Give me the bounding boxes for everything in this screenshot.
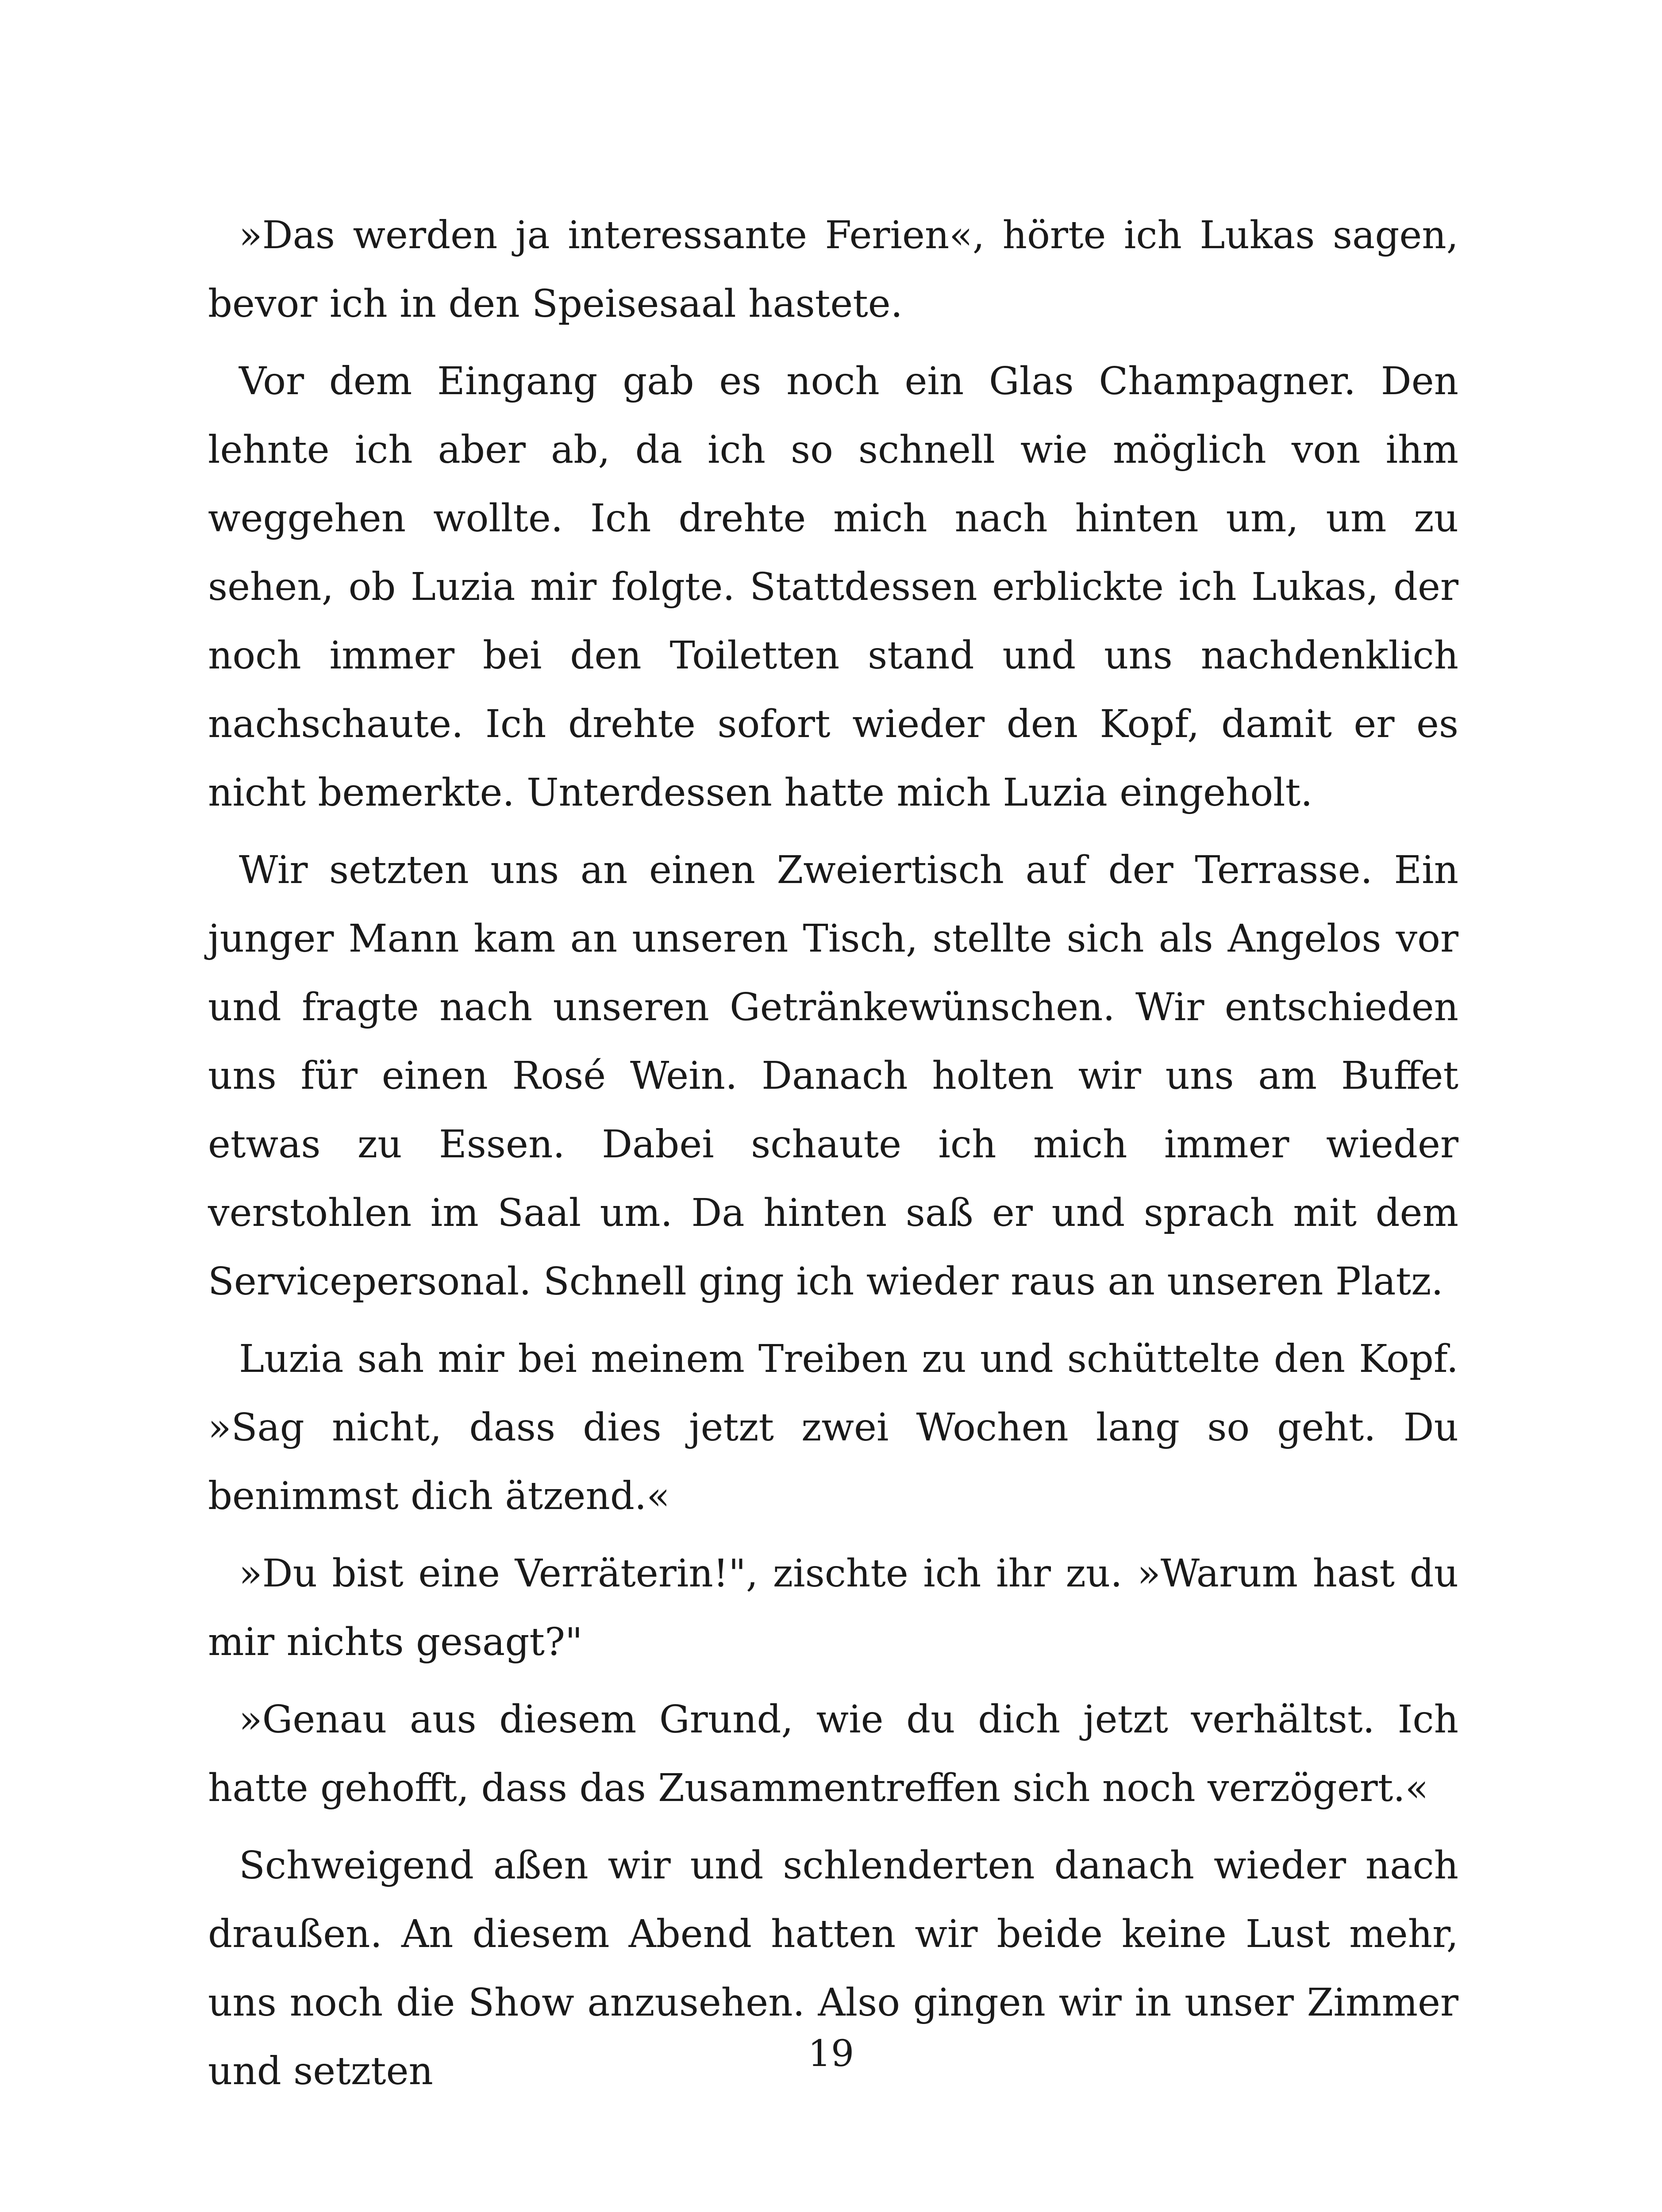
paragraph-7: Schweigend aßen wir und schlenderten danach wieder nach draußen. An diesem Abend hatten wir beide keine Lust mehr, uns noch die Show anzusehen. Also gingen wir in unser Zimmer und setzten bbox=[208, 1843, 1458, 2093]
paragraph-5: »Du bist eine Verräterin!", zischte ich ihr zu. »Warum hast du mir nichts gesagt?" bbox=[208, 1551, 1458, 1664]
page-number: 19 bbox=[808, 2033, 854, 2075]
paragraph-1: »Das werden ja interessante Ferien«, hörte ich Lukas sagen, bevor ich in den Speisesaal hastete. bbox=[208, 213, 1458, 326]
body-text bbox=[208, 201, 1458, 2115]
paragraph-4: Luzia sah mir bei meinem Treiben zu und schüttelte den Kopf. »Sag nicht, dass dies jetzt zwei Wochen lang so geht. Du benimmst dich ätzend.« bbox=[208, 1337, 1458, 1518]
paragraph-2: Vor dem Eingang gab es noch ein Glas Champagner. Den lehnte ich aber ab, da ich so schnell wie möglich von ihm weggehen wollte. Ich drehte mich nach hinten um, um zu sehen, ob Luzia mir folgte. Stattdessen erblickte ich Lukas, der noch immer bei den Toiletten stand und uns nachdenklich nachschaute. Ich drehte sofort wieder den Kopf, damit er es nicht bemerkte. Unterdessen hatte mich Luzia eingeholt. bbox=[208, 359, 1458, 815]
paragraph-3: Wir setzten uns an einen Zweiertisch auf der Terrasse. Ein junger Mann kam an unseren Tisch, stellte sich als Angelos vor und fragte nach unseren Getränkewünschen. Wir entschieden uns für einen Rosé Wein. Danach holten wir uns am Buffet etwas zu Essen. Dabei schaute ich mich immer wieder verstohlen im Saal um. Da hinten saß er und sprach mit dem Servicepersonal. Schnell ging ich wieder raus an unseren Platz. bbox=[208, 848, 1458, 1304]
paragraph-6: »Genau aus diesem Grund, wie du dich jetzt verhältst. Ich hatte gehofft, dass das Zusammentreffen sich noch verzögert.« bbox=[208, 1697, 1458, 1810]
